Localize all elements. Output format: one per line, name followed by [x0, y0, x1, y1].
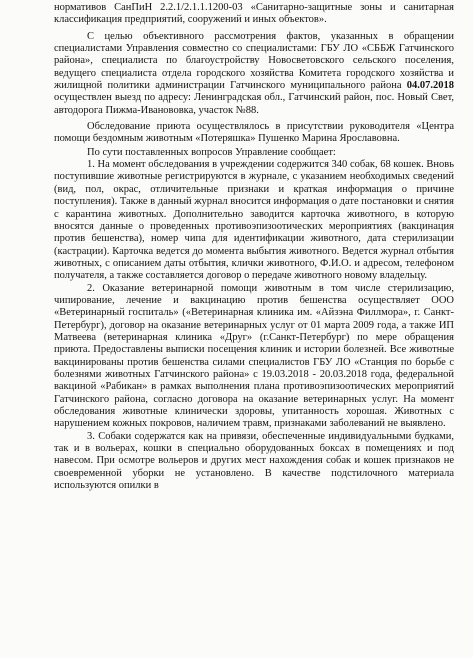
paragraph-sanpin-reference: нормативов СанПиН 2.2.1/2.1.1.1200-03 «Санитарно-защитные зоны и санитарная классификация предприятий, сооружений и иных объектов». — [54, 2, 454, 26]
paragraph-shelter-representative: Обследование приюта осуществлялось в присутствии руководителя «Центра помощи бездомным животным «Потеряшка» Пушенко Марина Ярославовна. — [54, 121, 454, 145]
paragraph-item-3-housing: 3. Собаки содержатся как на привязи, обеспеченные индивидуальными будками, так и в вольерах, кошки в специально оборудованных боксах в помещениях и под навесом. При осмотре вольеров и других мест нахождения собак и кошек признаков не своевременной уборки не установлено. В качестве подстилочного материала используются опилки в — [54, 430, 454, 492]
inspection-text-after-date: осуществлен выезд по адресу: Ленинградская обл., Гатчинский район, пос. Новый Свет, автодорога Пижма-Иванововка, участок №88. — [54, 92, 454, 116]
paragraph-item-2-veterinary-care: 2. Оказание ветеринарной помощи животным в том числе стерилизацию, чипирование, лечение и вакцинацию против бешенства осуществляет ООО «Ветеринарный госпиталь» («Ветеринарная клиника им. «Айзэна Филлмора», г. Санкт-Петербург), договор на оказание ветеринарных услуг от 01 марта 2009 года, а также ИП Матвеева (ветеринарная клиника «Друг» (г.Санкт-Петербург) по мере обращения приюта. Предоставлены выписки посещения клиник и истории болезней. Все животные вакцинированы против бешенства силами специалистов ГБУ ЛО «Станция по борьбе с болезнями животных Гатчинского района» с 19.03.2018 - 20.03.2018 года, федеральной вакциной «Рабикан» в рамках выполнения плана противоэпизоотических мероприятий Гатчинского района, согласно договора на оказание ветеринарных услуг. На момент обследования животные клинически здоровы, упитанность хорошая. Животных с нарушением кожных покровов, наличием травм, признаками заболеваний не выявлено. — [54, 282, 454, 430]
paragraph-inspection-visit — [54, 31, 454, 117]
document-body — [54, 2, 454, 492]
paragraph-report-intro: По сути поставленных вопросов Управление сообщает: — [87, 146, 336, 158]
inspection-date: 04.07.2018 — [406, 80, 454, 92]
inspection-text-before-date: С целью объективного рассмотрения фактов, указанных в обращении специалистами Управления совместно со специалистами: ГБУ ЛО «СББЖ Гатчинского района», специалиста по благоустройству Новосветовского сельского поселения, ведущего специалиста отдела городского хозяйства Комитета городского хозяйства и жилищной политики администрации Гатчинского муниципального района — [54, 30, 454, 92]
paragraph-item-1-animals-count: 1. На момент обследования в учреждении содержится 340 собак, 68 кошек. Вновь поступившие животные регистрируются в журнале, с указанием необходимых сведений (вид, пол, окрас, отличительные признаки и краткая информация о причине поступления). Также в данный журнал вносится информация о дате постановки и снятия с карантина животных. Дополнительно заводится карточка животного, в которую вносятся данные о проведенных противоэпизоотических мероприятиях (вакцинация против бешенства), номер чипа для идентификации животного, дата стерилизации (кастрации). Карточка ведется до момента выбытия животного. Ведется журнал отбытия животных, с описанием даты отбытия, клички животного, Ф.И.О. и адресом, телефоном получателя, а также составляется договор о передаче животного новому владельцу. — [54, 159, 454, 282]
